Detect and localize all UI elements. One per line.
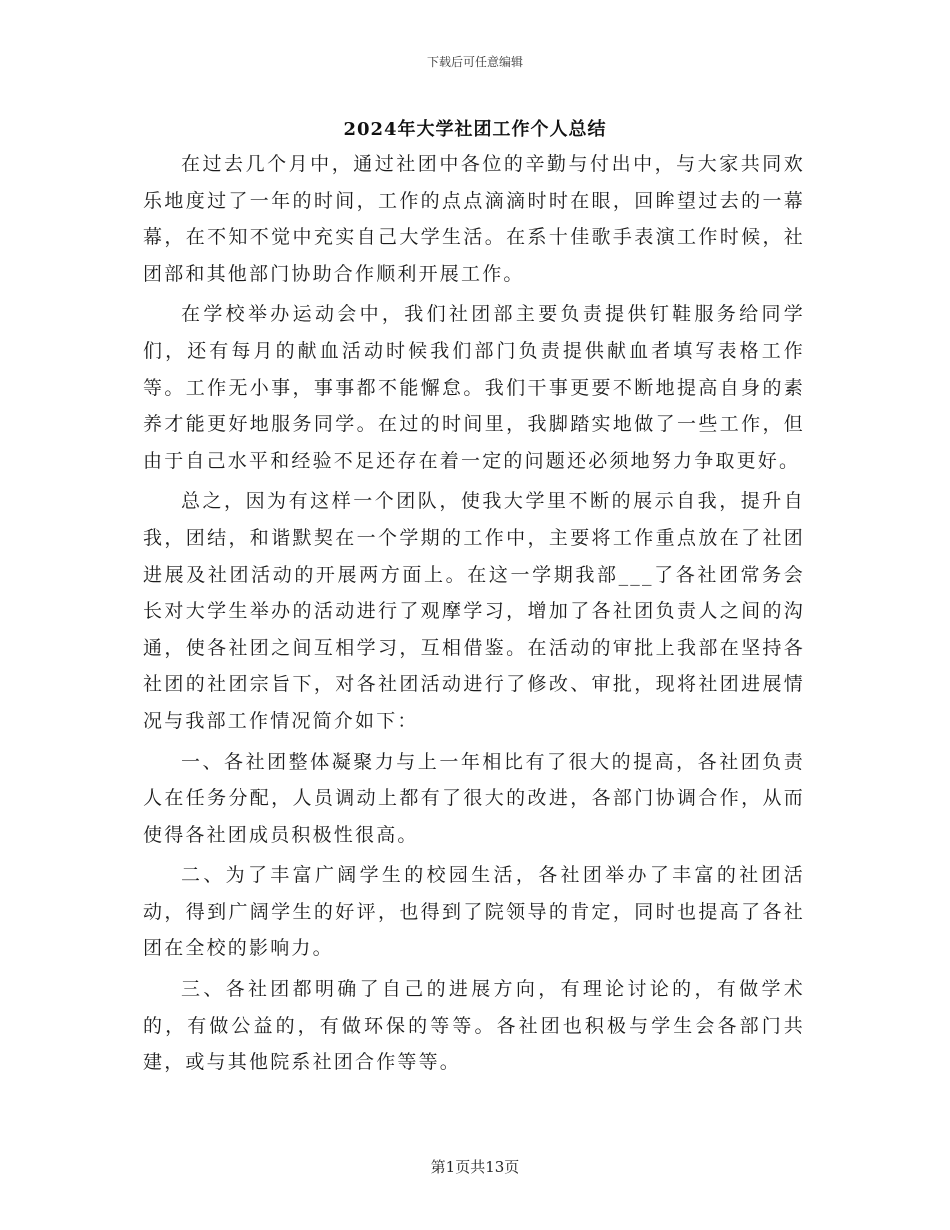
- page-number-footer: 第1页共13页: [430, 1158, 520, 1176]
- paragraph-6: 三、各社团都明确了自己的进展方向，有理论讨论的，有做学术的，有做公益的，有做环保的等等。各社团也积极与学生会各部门共建，或与其他院系社团合作等等。: [143, 978, 805, 1074]
- paragraph-5: 二、为了丰富广阔学生的校园生活，各社团举办了丰富的社团活动，得到广阔学生的好评，也得到了院领导的肯定，同时也提高了各社团在全校的影响力。: [143, 864, 805, 960]
- paragraph-4: 一、各社团整体凝聚力与上一年相比有了很大的提高，各社团负责人在任务分配，人员调动上都有了很大的改进，各部门协调合作，从而使得各社团成员积极性很高。: [143, 750, 805, 846]
- paragraph-1: 在过去几个月中，通过社团中各位的辛勤与付出中，与大家共同欢乐地度过了一年的时间，工作的点点滴滴时时在眼，回眸望过去的一幕幕，在不知不觉中充实自己大学生活。在系十佳歌手表演工作时候，社团部和其他部门协助合作顺利开展工作。: [143, 153, 805, 285]
- paragraph-3: 总之，因为有这样一个团队，使我大学里不断的展示自我，提升自我，团结，和谐默契在一个学期的工作中，主要将工作重点放在了社团进展及社团活动的开展两方面上。在这一学期我部___了各社团常务会长对大学生举办的活动进行了观摩学习，增加了各社团负责人之间的沟通，使各社团之间互相学习，互相借鉴。在活动的审批上我部在坚持各社团的社团宗旨下，对各社团活动进行了修改、审批，现将社团进展情况与我部工作情况简介如下：: [143, 490, 805, 732]
- paragraph-2: 在学校举办运动会中，我们社团部主要负责提供钉鞋服务给同学们，还有每月的献血活动时候我们部门负责提供献血者填写表格工作等。工作无小事，事事都不能懈怠。我们干事更要不断地提高自身的素养才能更好地服务同学。在过的时间里，我脚踏实地做了一些工作，但由于自己水平和经验不足还存在着一定的问题还必须地努力争取更好。: [143, 303, 805, 472]
- page-title: 2024年大学社团工作个人总结: [343, 119, 607, 140]
- document-body: [143, 146, 805, 1085]
- header-note: 下载后可任意编辑: [426, 55, 523, 69]
